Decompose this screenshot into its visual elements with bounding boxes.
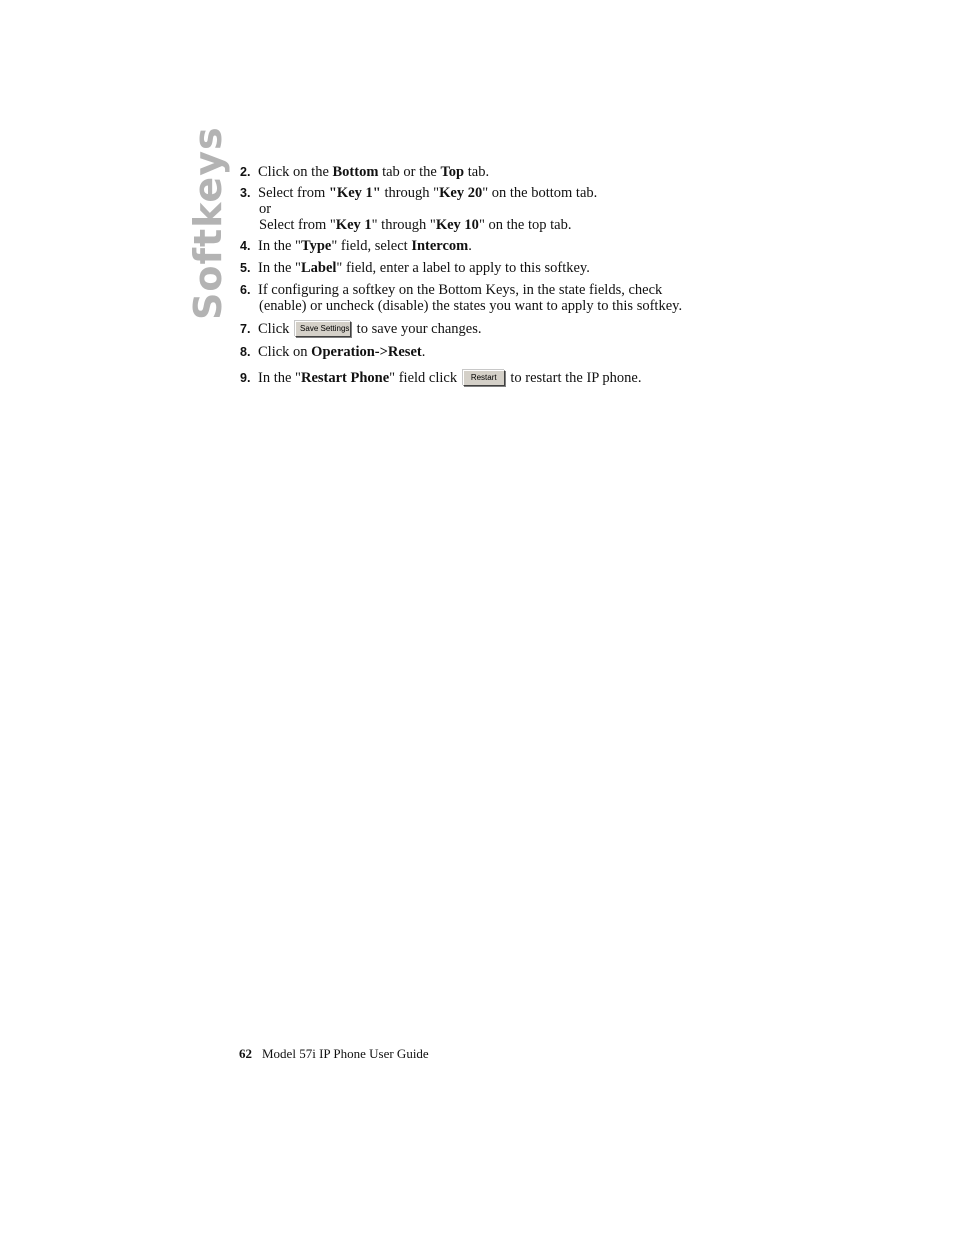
restart-button[interactable]: Restart bbox=[463, 370, 505, 386]
step-text: " field, enter a label to apply to this softkey. bbox=[336, 260, 590, 276]
bold-term: Operation->Reset bbox=[311, 344, 422, 360]
step-number: 4. bbox=[240, 239, 251, 253]
step-number: 5. bbox=[240, 261, 251, 275]
footer-guide: IP Phone User Guide bbox=[315, 1046, 429, 1061]
step-7 bbox=[240, 321, 482, 338]
step-3 bbox=[240, 185, 597, 202]
step-number: 2. bbox=[240, 165, 251, 179]
step-text: tab. bbox=[464, 164, 490, 180]
step-number: 8. bbox=[240, 345, 251, 359]
bold-term: Key 10 bbox=[435, 217, 479, 233]
step-3-or: or bbox=[259, 201, 272, 217]
step-4 bbox=[240, 238, 472, 255]
step-text: . bbox=[421, 344, 426, 360]
step-8 bbox=[240, 344, 425, 361]
bold-term: Intercom bbox=[411, 238, 469, 254]
step-text: " through " bbox=[371, 217, 436, 233]
step-text: . bbox=[468, 238, 472, 254]
step-text: Click on the bbox=[258, 164, 333, 180]
step-6-line2: (enable) or uncheck (disable) the states you want to apply to this softkey. bbox=[259, 298, 683, 314]
step-5 bbox=[240, 260, 590, 277]
step-number: 9. bbox=[240, 371, 251, 385]
step-text: In the " bbox=[258, 260, 301, 276]
bold-term: Top bbox=[440, 164, 465, 180]
step-number: 3. bbox=[240, 186, 251, 200]
bold-term: Bottom bbox=[332, 164, 379, 180]
bold-term: Type bbox=[300, 238, 332, 254]
step-text: " on the bottom tab. bbox=[482, 185, 598, 201]
bold-term: Key 1 bbox=[335, 217, 372, 233]
bold-term: Label bbox=[300, 260, 337, 276]
step-text: If configuring a softkey on the Bottom Keys, in the state fields, check bbox=[258, 282, 663, 298]
step-text: Click bbox=[258, 321, 294, 337]
step-text: through " bbox=[380, 185, 440, 201]
step-text: Click on bbox=[258, 344, 312, 360]
step-6 bbox=[240, 282, 662, 299]
section-side-title: Softkeys bbox=[186, 126, 230, 320]
step-text: " field, select bbox=[331, 238, 412, 254]
page-number: 62 bbox=[239, 1046, 252, 1061]
step-text: to restart the IP phone. bbox=[506, 370, 642, 386]
bold-term: "Key 1" bbox=[328, 185, 381, 201]
step-text: " field click bbox=[389, 370, 461, 386]
step-9 bbox=[240, 370, 641, 387]
step-text: In the " bbox=[258, 238, 301, 254]
step-3-alt bbox=[259, 217, 571, 234]
step-text: tab or the bbox=[378, 164, 441, 180]
step-text: In the " bbox=[258, 370, 301, 386]
save-settings-button[interactable]: Save Settings bbox=[295, 321, 351, 337]
bold-term: Restart Phone bbox=[300, 370, 390, 386]
step-text: Select from " bbox=[259, 217, 336, 233]
step-2 bbox=[240, 164, 489, 181]
footer-model: Model 57i bbox=[262, 1046, 316, 1061]
step-text: " on the top tab. bbox=[478, 217, 572, 233]
page-footer bbox=[239, 1046, 429, 1062]
step-number: 7. bbox=[240, 322, 251, 336]
bold-term: Key 20 bbox=[439, 185, 483, 201]
step-number: 6. bbox=[240, 283, 251, 297]
step-text: Select from bbox=[258, 185, 329, 201]
step-text: to save your changes. bbox=[353, 321, 482, 337]
